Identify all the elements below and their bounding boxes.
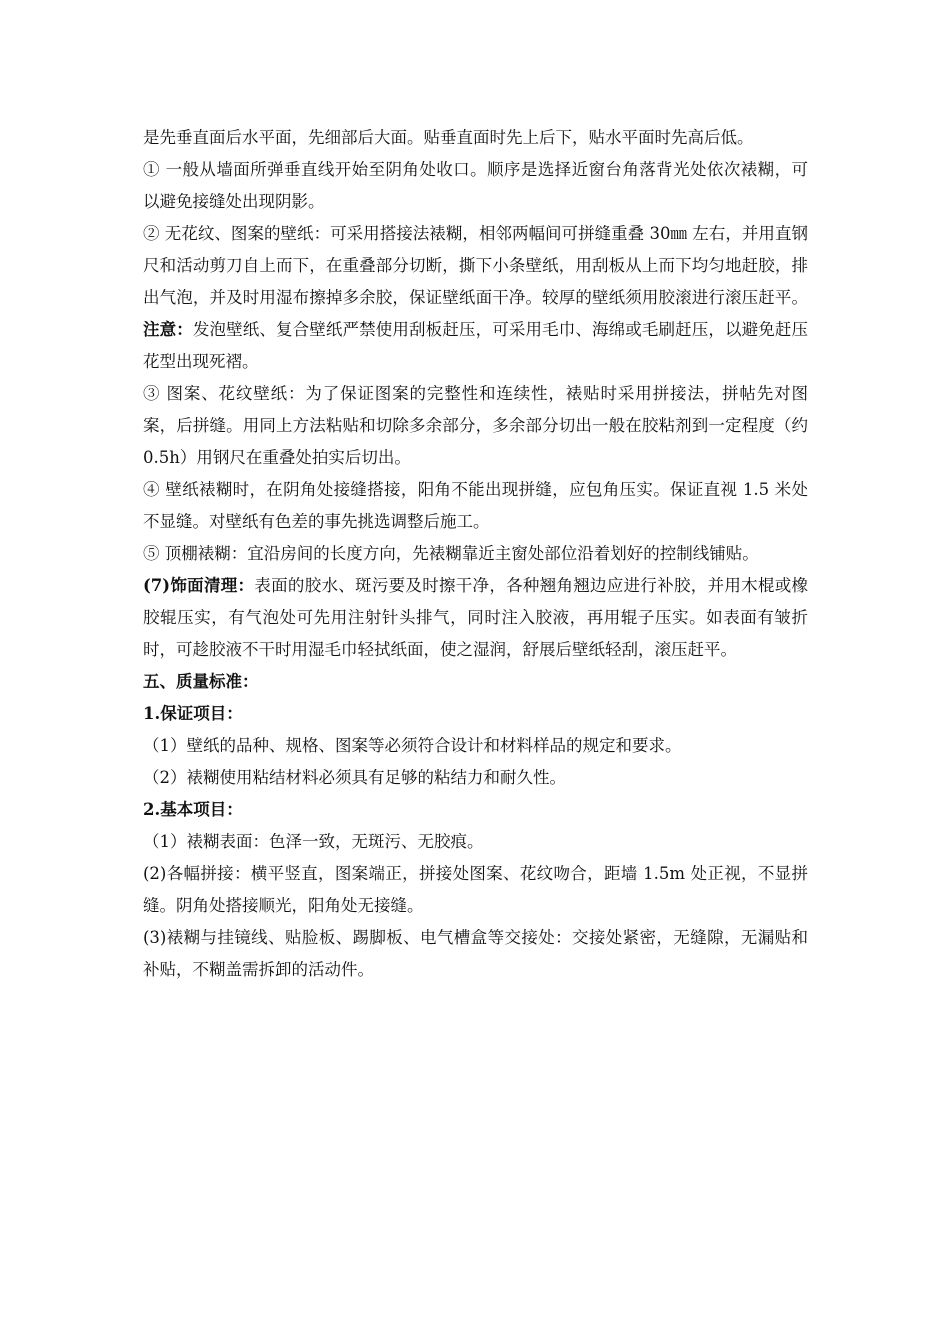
paragraph-step-2 (143, 218, 808, 378)
step-2-note-label: 注意： (143, 320, 193, 339)
basic-item-1: （1）裱糊表面：色泽一致，无斑污、无胶痕。 (143, 832, 484, 851)
step-2-text: ② 无花纹、图案的壁纸：可采用搭接法裱糊，相邻两幅间可拼缝重叠 30㎜ 左右，并用直钢尺和活动剪刀自上而下，在重叠部分切断，撕下小条壁纸，用刮板从上而下均匀地赶胶，排出气泡，并及时用湿布擦掉多余胶，保证壁纸面干净。较厚的壁纸须用胶滚进行滚压赶平。 (143, 224, 808, 307)
paragraph-order-rule: 是先垂直面后水平面，先细部后大面。贴垂直面时先上后下，贴水平面时先高后低。 (143, 128, 754, 147)
guarantee-items-title: 1.保证项目： (143, 704, 243, 723)
step-2-note-text: 发泡壁纸、复合壁纸严禁使用刮板赶压，可采用毛巾、海绵或毛刷赶压，以避免赶压花型出现死褶。 (143, 320, 809, 371)
paragraph-step-4: ④ 壁纸裱糊时，在阴角处接缝搭接，阳角不能出现拼缝，应包角压实。保证直视 1.5 米处不显缝。对壁纸有色差的事先挑选调整后施工。 (143, 480, 808, 531)
guarantee-item-1: （1）壁纸的品种、规格、图案等必须符合设计和材料样品的规定和要求。 (143, 736, 682, 755)
section-title: 五、质量标准： (143, 672, 259, 691)
guarantee-item-2: （2）裱糊使用粘结材料必须具有足够的粘结力和耐久性。 (143, 768, 566, 787)
paragraph-step-1: ① 一般从墙面所弹垂直线开始至阴角处收口。顺序是选择近窗台角落背光处依次裱糊，可以避免接缝处出现阴影。 (143, 160, 808, 211)
basic-item-2: (2)各幅拼接：横平竖直，图案端正，拼接处图案、花纹吻合，距墙 1.5m 处正视，不显拼缝。阴角处搭接顺光，阳角处无接缝。 (143, 864, 808, 915)
paragraph-surface-cleaning (143, 570, 808, 666)
paragraph-step-5: ⑤ 顶棚裱糊：宜沿房间的长度方向，先裱糊靠近主窗处部位沿着划好的控制线铺贴。 (143, 544, 759, 563)
paragraph-step-3: ③ 图案、花纹壁纸：为了保证图案的完整性和连续性，裱贴时采用拼接法，拼帖先对图案，后拼缝。用同上方法粘贴和切除多余部分，多余部分切出一般在胶粘剂到一定程度（约 0.5h）用钢尺在重叠处拍实后切出。 (143, 384, 808, 467)
basic-items-title: 2.基本项目： (143, 800, 243, 819)
surface-cleaning-text: 表面的胶水、斑污要及时擦干净，各种翘角翘边应进行补胶，并用木棍或橡胶辊压实，有气泡处可先用注射针头排气，同时注入胶液，再用辊子压实。如表面有皱折时，可趁胶液不干时用湿毛巾轻拭纸面，使之湿润，舒展后壁纸轻刮，滚压赶平。 (143, 576, 808, 659)
document-body (143, 122, 808, 986)
surface-cleaning-label: (7)饰面清理： (143, 576, 255, 595)
basic-item-3: (3)裱糊与挂镜线、贴脸板、踢脚板、电气槽盒等交接处：交接处紧密，无缝隙，无漏贴和补贴，不糊盖需拆卸的活动件。 (143, 928, 808, 979)
